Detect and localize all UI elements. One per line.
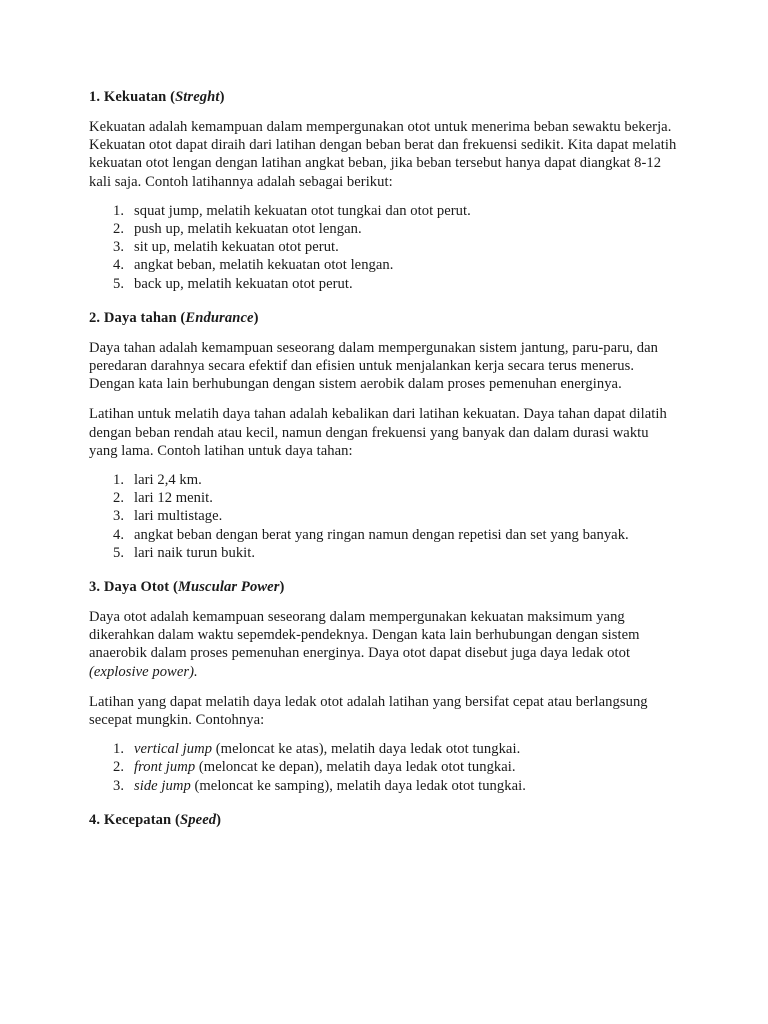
section-title-4: Kecepatan [103,811,172,828]
section-term-2: Endurance [185,309,254,326]
section-term-close-3: ) [279,579,285,596]
section-term-open-2: ( [180,309,186,326]
section-title-2: Daya tahan [103,309,177,326]
list-item: lari multistage. [134,508,223,525]
section-heading-4 [89,811,677,829]
section-term-open-3: ( [173,579,178,596]
list-item: sit up, melatih kekuatan otot perut. [134,239,339,256]
section-number-1: 1. [89,89,101,105]
paragraph-2-1: Daya tahan adalah kemampuan seseorang dalam mempergunakan sistem jantung, paru-paru, dan peredaran darahnya secara efektif dan efisien untuk menjalankan kerja secara terus menerus. Dengan kata lain berhubungan dengan sistem aerobik dalam proses pemenuhan energinya. [89,339,659,393]
section-heading-1 [89,88,677,106]
paragraph-1-1: Kekuatan adalah kemampuan dalam mempergunakan otot untuk menerima beban sewaktu bekerja. Kekuatan otot dapat diraih dari latihan dengan beban berat dan frekuensi sedikit. Kita dapat melatih kekuatan otot lengan dengan latihan angkat beban, jika beban tersebut hanya dapat diangkat 8-12 kali saja. Contoh latihannya adalah sebagai berikut: [89,119,677,190]
section-heading-2 [89,309,677,327]
section-term-1: Streght [175,89,220,105]
list-item: squat jump, melatih kekuatan otot tungkai dan otot perut. [134,202,471,219]
section-number-3: 3. [89,579,101,596]
list-section-1 [89,202,677,293]
list-item: push up, melatih kekuatan otot lengan. [134,221,362,238]
section-heading-3 [89,578,677,596]
section-term-close-4: ) [216,811,222,828]
list-item-term: vertical jump [134,741,213,758]
paragraph-3-2: Latihan yang dapat melatih daya ledak otot adalah latihan yang bersifat cepat atau berlangsung secepat mungkin. Contohnya: [89,693,648,729]
list-item-rest: (meloncat ke depan), melatih daya ledak otot tungkai. [195,759,516,776]
list-item-term: front jump [134,759,196,776]
section-term-close-1: ) [219,89,225,105]
section-number-2: 2. [89,309,101,326]
section-term-3: Muscular Power [177,579,280,596]
section-number-4: 4. [89,811,101,828]
section-term-close-2: ) [253,309,259,326]
list-item: lari naik turun bukit. [134,544,256,561]
list-section-2 [89,471,677,562]
list-item [89,777,677,795]
list-item: lari 12 menit. [134,490,213,507]
list-item: lari 2,4 km. [134,472,202,489]
list-item: angkat beban dengan berat yang ringan namun dengan repetisi dan set yang banyak. [134,526,629,543]
paragraph-2-2: Latihan untuk melatih daya tahan adalah kebalikan dari latihan kekuatan. Daya tahan dapat dilatih dengan beban rendah atau kecil, namun dengan frekuensi yang banyak dan dalam durasi waktu yang lama. Contoh latihan untuk daya tahan: [89,406,667,459]
list-item-rest: (meloncat ke atas), melatih daya ledak otot tungkai. [212,741,521,758]
list-item: angkat beban, melatih kekuatan otot lengan. [134,257,394,274]
list-item [89,758,677,776]
list-item: back up, melatih kekuatan otot perut. [134,275,353,292]
section-title-1: Kekuatan [103,89,167,105]
paragraph-3-1-italic-tail: (explosive power). [89,663,198,680]
list-item [89,740,677,758]
section-term-4: Speed [180,811,217,828]
section-title-3: Daya Otot [103,579,170,596]
document-content [89,88,677,829]
list-section-3 [89,740,677,795]
section-term-open-4: ( [175,811,180,828]
list-item-term: side jump [134,777,191,794]
paragraph-3-1 [89,608,677,681]
list-item-rest: (meloncat ke samping), melatih daya ledak otot tungkai. [190,777,526,794]
section-term-open-1: ( [170,89,176,105]
paragraph-3-1-text: Daya otot adalah kemampuan seseorang dalam mempergunakan kekuatan maksimum yang dikerahkan dalam waktu sepemdek-pendeknya. Dengan kata lain berhubungan dengan sistem anaerobik dalam proses pemenuhan energinya. Daya otot dapat disebut juga daya ledak otot [89,609,640,662]
